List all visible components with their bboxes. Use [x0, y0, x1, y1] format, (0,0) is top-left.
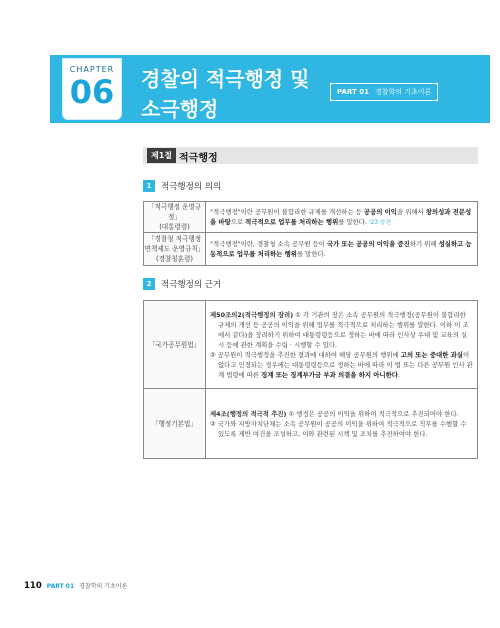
- text: 을 위해서: [396, 207, 426, 216]
- text: 으로: [230, 217, 246, 226]
- page-number: 110: [24, 581, 42, 591]
- footer-title: 경찰학의 기초이론: [79, 583, 128, 590]
- chapter-number: 06: [69, 73, 115, 111]
- paragraph-1: [210, 310, 473, 350]
- chapter-title-line2: 소극행정: [141, 97, 219, 121]
- legal-basis-table: [143, 300, 478, 459]
- article-heading: 제50조의2(적극행정의 장려): [210, 310, 294, 319]
- text: "적극행정"이란 공무원이 불합리한 규제를 개선하는 등: [210, 207, 364, 216]
- text-bold: 창의성과 전문성을 바탕: [210, 207, 472, 226]
- chapter-title: [141, 64, 310, 124]
- paragraph-2: ② 국가와 지방자치단체는 소속 공무원이 공공의 이익을 위하여 적극적으로 직무를 수행할 수 있도록 제반 여건을 조성하고, 이와 관련된 시책 및 조치를 추진하여야 한다.: [210, 419, 467, 438]
- row-text: [206, 301, 478, 389]
- label-line: (경찰청훈령): [156, 255, 193, 263]
- subsection-1-heading: [143, 180, 221, 192]
- part-label: PART 01: [337, 88, 369, 96]
- part-tag: [330, 83, 438, 101]
- row-label: [144, 233, 206, 266]
- page-footer: [24, 581, 127, 591]
- chapter-label: CHAPTER: [69, 65, 115, 74]
- table-row: [144, 233, 478, 266]
- chapter-title-line1: 경찰의 적극행정 및: [141, 67, 310, 91]
- text: 이 없다고 인정되는 경우에는 대통령령등으로 정하는 바에 따라 이 법 또는 다른 공무원 인사 관계 법령에 따른: [218, 350, 473, 379]
- table-row: [144, 389, 478, 459]
- subsection-2-number: 2: [143, 278, 155, 290]
- text: "적극행정"이란, 경찰청 소속 공무원 등이: [210, 240, 327, 248]
- row-label: [144, 202, 206, 233]
- text: ① 행정은 공공의 이익을 위하여 적극적으로 추진되어야 한다.: [288, 409, 459, 418]
- subsection-1-title: 적극행정의 의의: [161, 182, 222, 192]
- text: 를 말한다.: [296, 250, 326, 258]
- text-bold: 국가 또는 공공의 이익을 증진: [326, 240, 410, 248]
- text-bold: 징계 또는 징계부가금 부과 의결을 하지 아니한다: [261, 370, 398, 379]
- part-title: 경찰학의 기초이론: [374, 88, 432, 96]
- row-text: [206, 389, 478, 459]
- text: 를 말한다.: [338, 217, 368, 226]
- text-bold: 성실하고 능동적으로 업무를 처리하는 행위: [210, 240, 472, 258]
- label-line: 「적극행정 운영규정」: [147, 203, 202, 221]
- table-row: [144, 202, 478, 233]
- row-label: 「행정기본법」: [144, 389, 206, 459]
- label-line: 「경찰청 적극행정: [147, 235, 202, 243]
- subsection-2-heading: [143, 278, 221, 290]
- chapter-badge: [62, 58, 122, 120]
- article-heading: 제4조(행정의 적극적 추진): [210, 409, 287, 418]
- footer-part: PART 01: [46, 583, 75, 590]
- subsection-1-number: 1: [143, 180, 155, 192]
- text-bold: 적극적으로 업무를 처리하는 행위: [245, 217, 339, 226]
- table-row: [144, 301, 478, 389]
- text-bold: 고의 또는 중대한 과실: [400, 350, 463, 359]
- section-number: 제1절: [147, 148, 176, 163]
- row-label: 「국가공무원법」: [144, 301, 206, 389]
- label-line: 면책제도 운영규칙」: [144, 245, 205, 253]
- definition-table: [143, 201, 478, 266]
- text: ① 각 기관의 장은 소속 공무원의 적극행정(공무원이 불합리한 규제의 개선 등 공공의 이익을 위해 업무를 적극적으로 처리하는 행위를 말한다. 이하 이 조에서 같다)을 장려하기 위하여 대통령령등으로 정하는 바에 따라 인사상 우대 및 교육의 실시 등에 관한 계획을 수립 · 시행할 수 있다.: [218, 310, 469, 349]
- text-bold: 공공의 이익: [363, 207, 397, 216]
- text: .: [397, 370, 401, 379]
- paragraph-1: [210, 409, 473, 419]
- subsection-2-title: 적극행정의 근거: [161, 280, 222, 290]
- row-text: [206, 202, 478, 233]
- exam-reference: '23 승진: [369, 219, 392, 226]
- row-text: [206, 233, 478, 266]
- paragraph-2: [210, 350, 473, 380]
- text: ② 공무원이 적극행정을 추진한 결과에 대하여 해당 공무원의 행위에: [210, 350, 401, 359]
- text: 하기 위해: [409, 240, 439, 248]
- section-title: 적극행정: [179, 153, 218, 164]
- label-line: (대통령령): [159, 223, 190, 231]
